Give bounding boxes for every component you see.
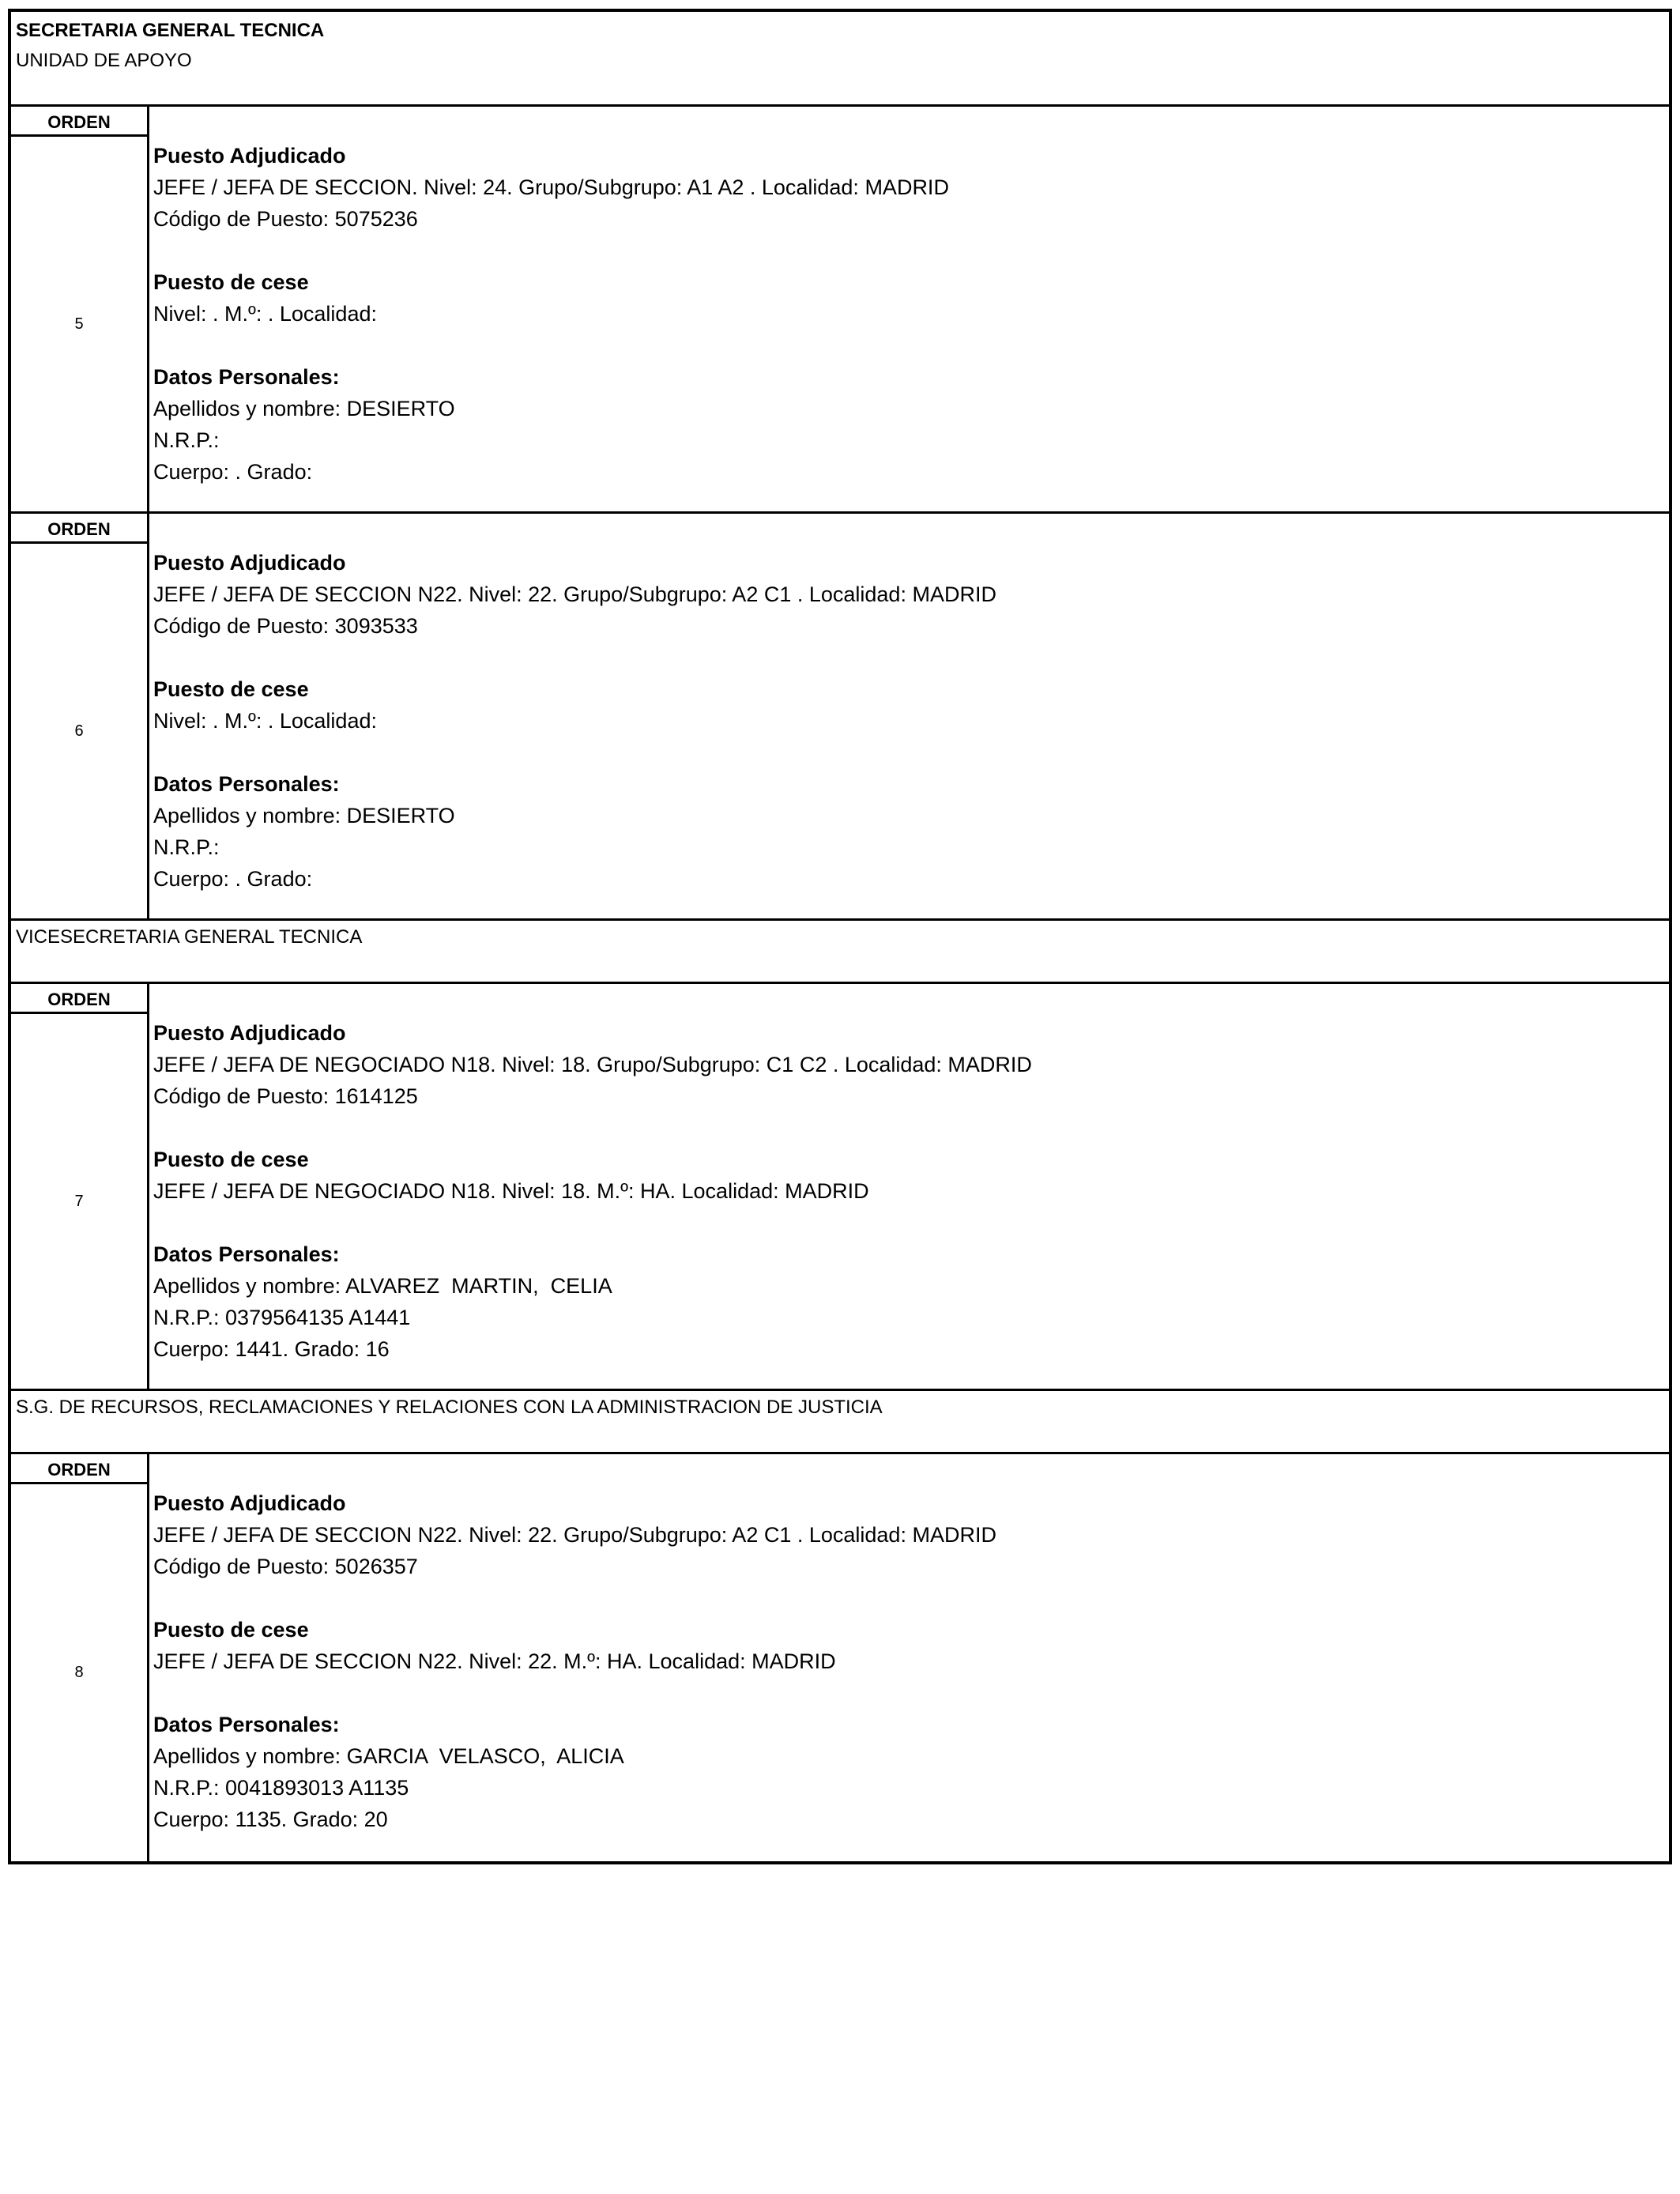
puesto-adjudicado-label: Puesto Adjudicado bbox=[153, 551, 346, 575]
puesto-cese-text: JEFE / JEFA DE NEGOCIADO N18. Nivel: 18. M.º: HA. Localidad: MADRID bbox=[153, 1179, 869, 1203]
puesto-cese-text: Nivel: . M.º: . Localidad: bbox=[153, 709, 377, 733]
nrp: N.R.P.: bbox=[153, 835, 220, 859]
puesto-cese-label: Puesto de cese bbox=[153, 270, 309, 294]
orden-column bbox=[11, 1454, 149, 1861]
apellidos-nombre: Apellidos y nombre: DESIERTO bbox=[153, 397, 455, 420]
puesto-adjudicado-label: Puesto Adjudicado bbox=[153, 1491, 346, 1515]
orden-header: ORDEN bbox=[11, 1454, 147, 1484]
resolution-table bbox=[8, 9, 1672, 1864]
section-subtitle: S.G. DE RECURSOS, RECLAMACIONES Y RELACIONES CON LA ADMINISTRACION DE JUSTICIA bbox=[16, 1397, 883, 1418]
apellidos-nombre: Apellidos y nombre: GARCIA VELASCO, ALICIA bbox=[153, 1744, 624, 1768]
entry-details bbox=[149, 514, 1669, 918]
apellidos-nombre: Apellidos y nombre: DESIERTO bbox=[153, 804, 455, 827]
entry-details bbox=[149, 984, 1669, 1389]
puesto-adjudicado-text: JEFE / JEFA DE SECCION N22. Nivel: 22. Grupo/Subgrupo: A2 C1 . Localidad: MADRID bbox=[153, 582, 996, 606]
puesto-adjudicado-label: Puesto Adjudicado bbox=[153, 1021, 346, 1045]
datos-personales-label: Datos Personales: bbox=[153, 1242, 340, 1266]
puesto-cese-text: JEFE / JEFA DE SECCION N22. Nivel: 22. M.º: HA. Localidad: MADRID bbox=[153, 1649, 836, 1673]
section-subtitle: VICESECRETARIA GENERAL TECNICA bbox=[16, 926, 363, 948]
puesto-cese-label: Puesto de cese bbox=[153, 1148, 309, 1171]
orden-column bbox=[11, 107, 149, 511]
orden-column bbox=[11, 514, 149, 918]
puesto-cese-label: Puesto de cese bbox=[153, 1618, 309, 1642]
puesto-adjudicado-text: JEFE / JEFA DE SECCION. Nivel: 24. Grupo/Subgrupo: A1 A2 . Localidad: MADRID bbox=[153, 175, 949, 199]
table-row bbox=[11, 514, 1669, 921]
orden-number: 8 bbox=[74, 1664, 84, 1681]
puesto-adjudicado-text: JEFE / JEFA DE SECCION N22. Nivel: 22. Grupo/Subgrupo: A2 C1 . Localidad: MADRID bbox=[153, 1523, 996, 1547]
orden-header: ORDEN bbox=[11, 984, 147, 1014]
cuerpo-grado: Cuerpo: 1441. Grado: 16 bbox=[153, 1337, 390, 1361]
orden-header: ORDEN bbox=[11, 107, 147, 137]
datos-personales-label: Datos Personales: bbox=[153, 772, 340, 796]
section-header bbox=[11, 1391, 1669, 1454]
entry-details bbox=[149, 107, 1669, 511]
puesto-adjudicado-text: JEFE / JEFA DE NEGOCIADO N18. Nivel: 18. Grupo/Subgrupo: C1 C2 . Localidad: MADRID bbox=[153, 1053, 1032, 1076]
cuerpo-grado: Cuerpo: . Grado: bbox=[153, 460, 313, 484]
codigo-puesto: Código de Puesto: 5075236 bbox=[153, 207, 418, 231]
orden-column bbox=[11, 984, 149, 1389]
codigo-puesto: Código de Puesto: 5026357 bbox=[153, 1555, 418, 1578]
cuerpo-grado: Cuerpo: . Grado: bbox=[153, 867, 313, 891]
entry-details bbox=[149, 1454, 1669, 1861]
nrp: N.R.P.: 0041893013 A1135 bbox=[153, 1776, 409, 1800]
puesto-cese-text: Nivel: . M.º: . Localidad: bbox=[153, 302, 377, 326]
table-row bbox=[11, 1454, 1669, 1861]
apellidos-nombre: Apellidos y nombre: ALVAREZ MARTIN, CELIA bbox=[153, 1274, 612, 1298]
codigo-puesto: Código de Puesto: 1614125 bbox=[153, 1084, 418, 1108]
puesto-adjudicado-label: Puesto Adjudicado bbox=[153, 144, 346, 168]
table-row bbox=[11, 984, 1669, 1391]
puesto-cese-label: Puesto de cese bbox=[153, 677, 309, 701]
nrp: N.R.P.: bbox=[153, 428, 220, 452]
section-header bbox=[11, 12, 1669, 107]
orden-number: 7 bbox=[74, 1192, 84, 1210]
codigo-puesto: Código de Puesto: 3093533 bbox=[153, 614, 418, 638]
datos-personales-label: Datos Personales: bbox=[153, 1713, 340, 1736]
section-subtitle: UNIDAD DE APOYO bbox=[16, 50, 192, 71]
section-title: SECRETARIA GENERAL TECNICA bbox=[16, 20, 325, 41]
cuerpo-grado: Cuerpo: 1135. Grado: 20 bbox=[153, 1808, 388, 1831]
orden-number: 6 bbox=[74, 722, 84, 740]
section-header bbox=[11, 921, 1669, 984]
table-row bbox=[11, 107, 1669, 514]
datos-personales-label: Datos Personales: bbox=[153, 365, 340, 389]
orden-number: 5 bbox=[74, 315, 84, 333]
nrp: N.R.P.: 0379564135 A1441 bbox=[153, 1306, 411, 1329]
orden-header: ORDEN bbox=[11, 514, 147, 544]
